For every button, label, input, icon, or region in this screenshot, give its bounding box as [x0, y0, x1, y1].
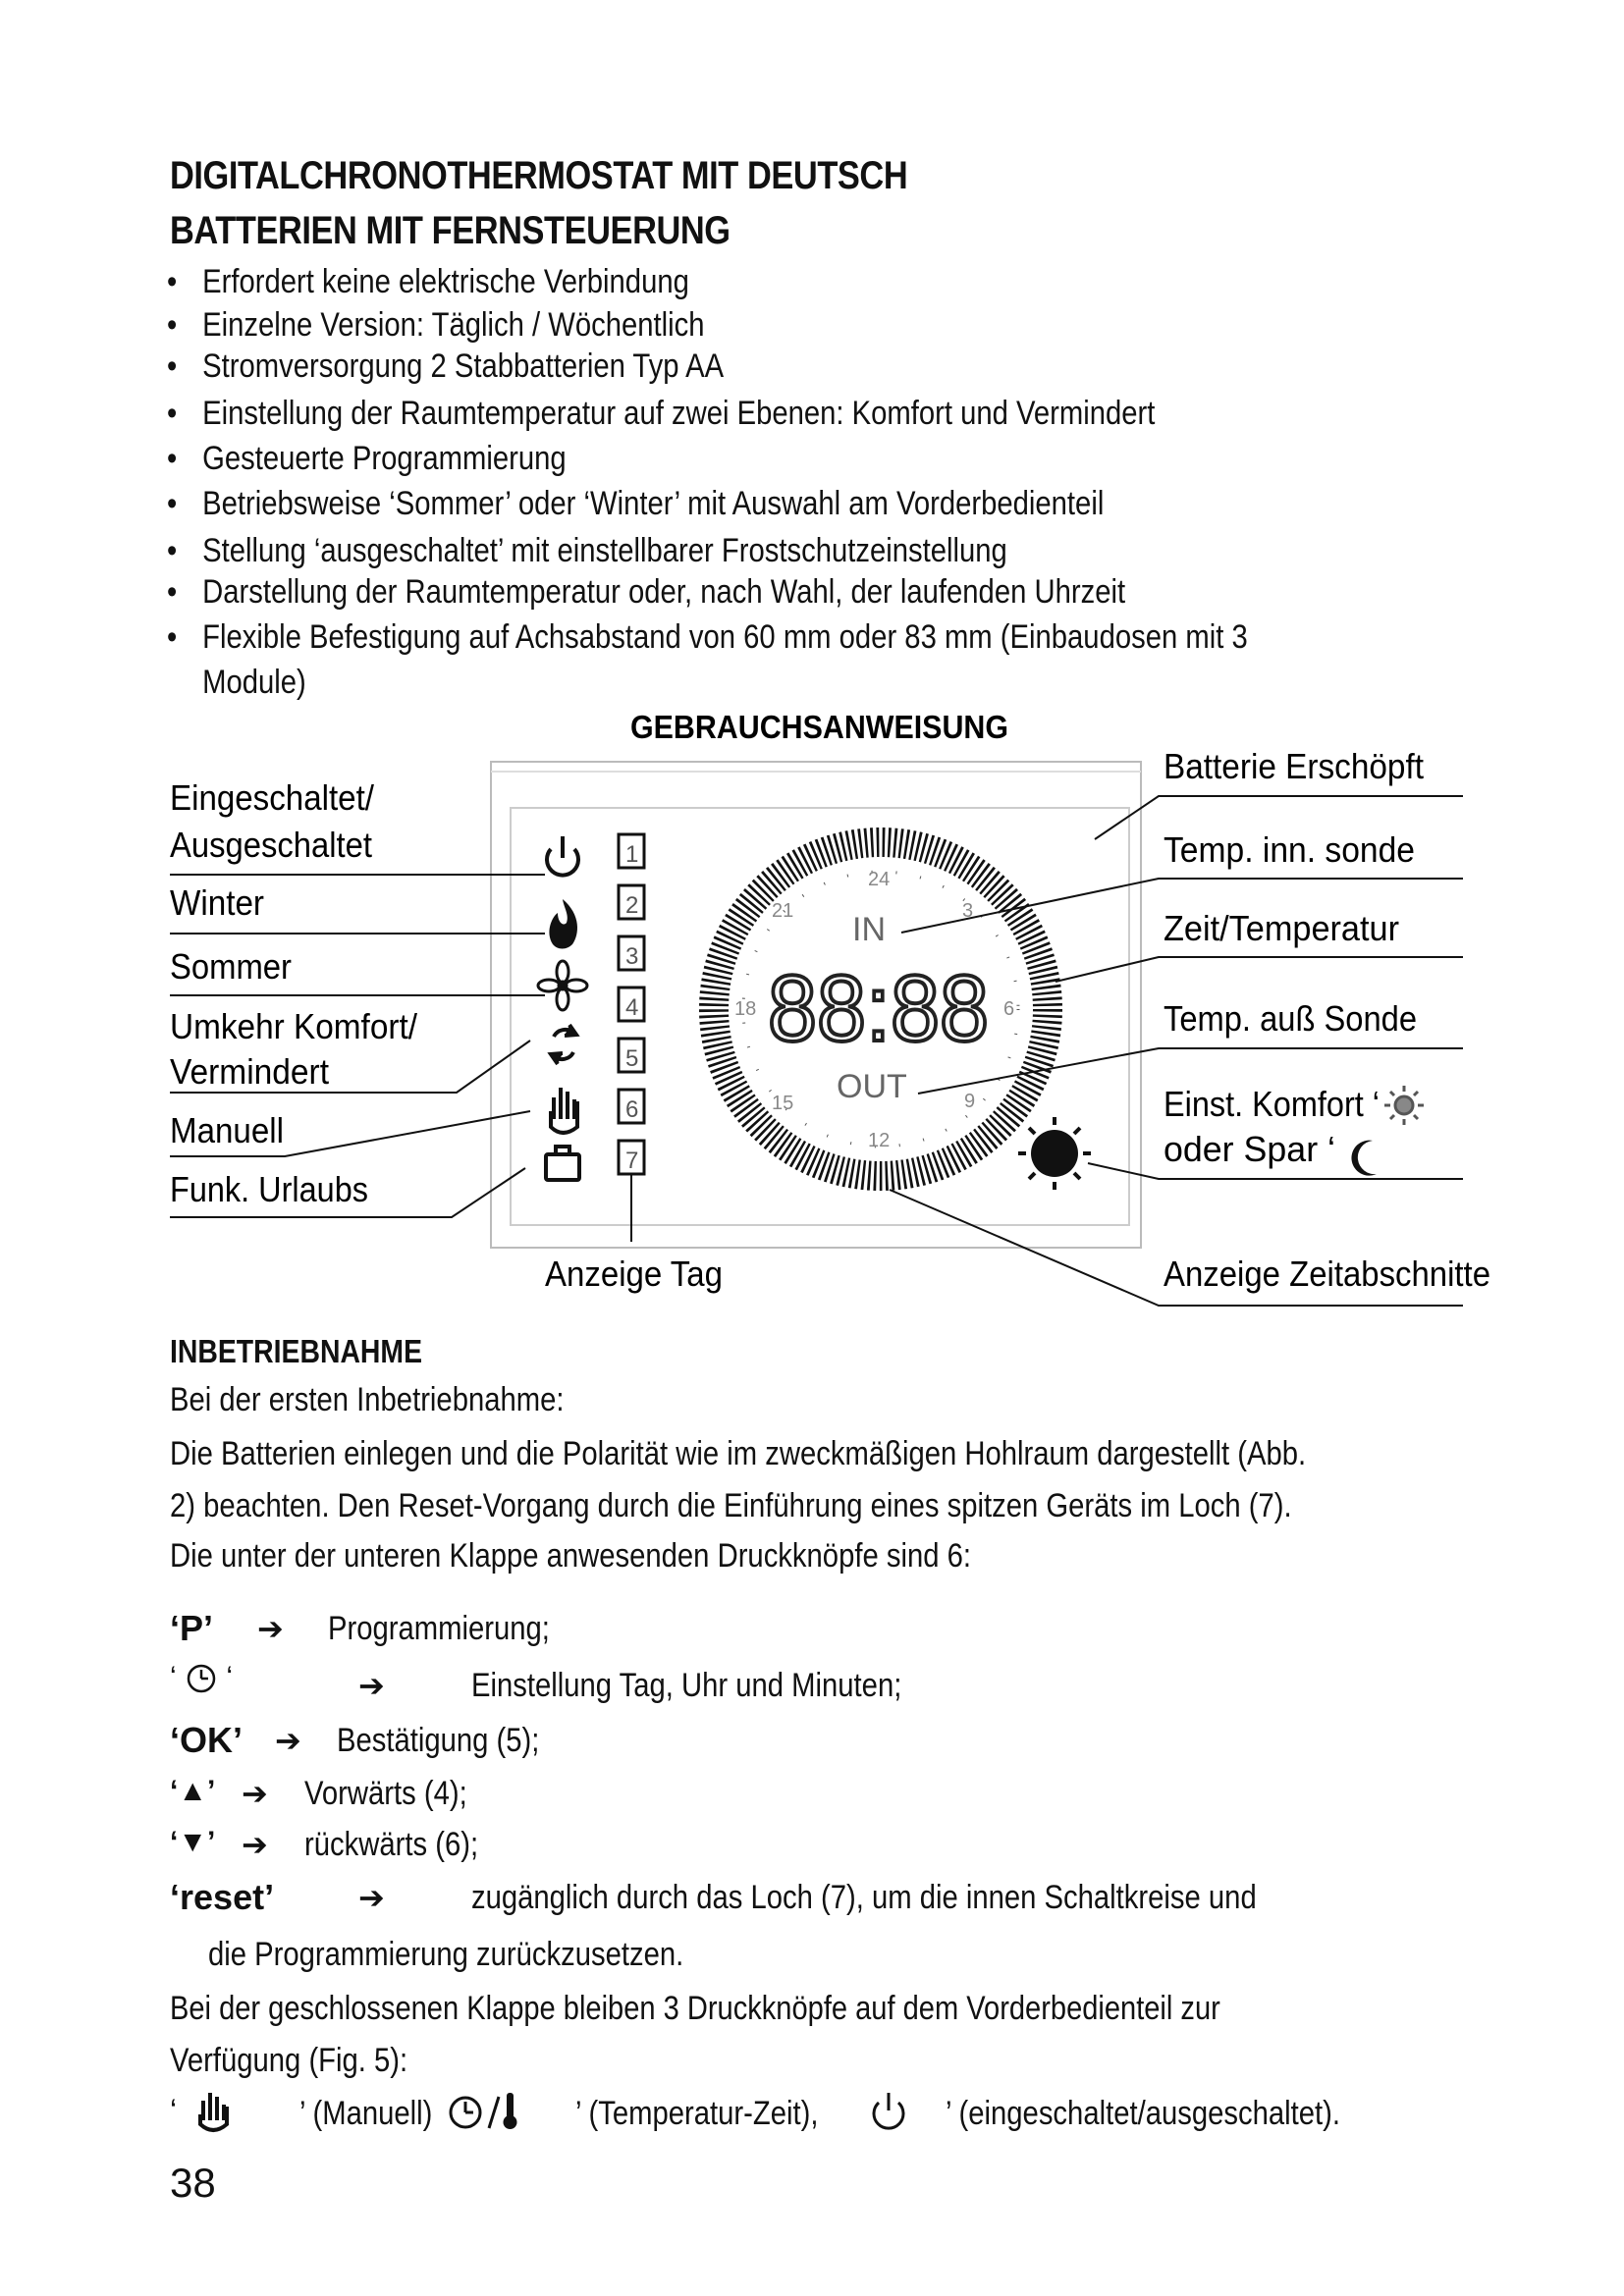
arrow-icon: ➔	[358, 1668, 385, 1703]
label-day-indicator: Anzeige Tag	[545, 1254, 723, 1294]
key-description: Einstellung Tag, Uhr und Minuten;	[471, 1667, 902, 1704]
on-off-button-label: ’ (eingeschaltet/ausgeschaltet).	[946, 2095, 1341, 2132]
key-description: Programmierung;	[328, 1610, 550, 1647]
suitcase-icon	[546, 1147, 579, 1180]
feature-item: • Einstellung der Raumtemperatur auf zwei Ebenen: Komfort und Vermindert	[167, 395, 1156, 432]
temp-time-button-label: ’ (Temperatur-Zeit),	[575, 2095, 819, 2132]
dial-number: 12	[868, 1130, 891, 1151]
arrow-icon: ➔	[275, 1723, 301, 1758]
label-holiday: Funk. Urlaubs	[170, 1169, 368, 1209]
flame-icon	[549, 899, 577, 949]
dial-number: 9	[964, 1091, 976, 1112]
clock-icon	[185, 1662, 218, 1695]
dial-number: 3	[962, 900, 974, 922]
key-ok: OK	[180, 1720, 234, 1760]
day-number: 6	[625, 1096, 639, 1123]
closing-paragraph: Verfügung (Fig. 5):	[170, 2042, 408, 2079]
bullet-icon: •	[167, 395, 178, 432]
feature-item: • Betriebsweise ‘Sommer’ oder ‘Winter’ mit Auswahl am Vorderbedienteil	[167, 485, 1105, 522]
feature-item: • Erfordert keine elektrische Verbindung	[167, 263, 689, 300]
label-winter: Winter	[170, 882, 265, 923]
bullet-icon: •	[167, 573, 178, 611]
key-description: Bestätigung (5);	[337, 1722, 540, 1759]
label-time-temp: Zeit/Temperatur	[1164, 908, 1400, 948]
button-row-ok: ‘OK’	[170, 1720, 244, 1760]
feature-item: • Einzelne Version: Täglich / Wöchentlich	[167, 306, 705, 344]
day-number: 3	[625, 943, 639, 970]
label-temp-in: Temp. inn. sonde	[1164, 829, 1415, 870]
dial-number: 24	[868, 869, 891, 890]
key-up: ▲	[178, 1775, 208, 1807]
section-title: INBETRIEBNAHME	[170, 1333, 423, 1369]
day-number: 5	[625, 1045, 639, 1072]
bullet-icon: •	[167, 440, 178, 477]
page-number: 38	[170, 2160, 216, 2206]
dial-number: 18	[734, 998, 757, 1020]
button-row-reset: ‘reset’	[170, 1877, 275, 1917]
key-description: zugänglich durch das Loch (7), um die innen Schaltkreise und	[471, 1879, 1257, 1916]
manual-button-label: ’ (Manuell)	[299, 2095, 433, 2132]
dial-number: 21	[772, 900, 794, 922]
label-time-periods: Anzeige Zeitabschnitte	[1164, 1254, 1490, 1294]
key-description: die Programmierung zurückzusetzen.	[208, 1936, 684, 1973]
key-down: ▼	[178, 1826, 208, 1858]
heading-line-1: DIGITALCHRONOTHERMOSTAT MIT DEUTSCH	[170, 154, 908, 197]
feature-item: • Stellung ‘ausgeschaltet’ mit einstellbarer Frostschutzeinstellung	[167, 532, 1007, 569]
feature-item: • Gesteuerte Programmierung	[167, 440, 567, 477]
closing-paragraph: Bei der geschlossenen Klappe bleiben 3 Druckknöpfe auf dem Vorderbedienteil zur	[170, 1990, 1220, 2027]
feature-item: • Darstellung der Raumtemperatur oder, nach Wahl, der laufenden Uhrzeit	[167, 573, 1126, 611]
digit-display: 88:88	[768, 956, 989, 1061]
moon-icon	[1351, 1141, 1377, 1176]
comfort-sun-icon	[1384, 1086, 1424, 1125]
label-comfort-1: Umkehr Komfort/	[170, 1006, 417, 1046]
label-on-off-2: Ausgeschaltet	[170, 825, 372, 865]
feature-item: • Stromversorgung 2 Stabbatterien Typ AA	[167, 347, 725, 385]
day-number: 2	[625, 892, 639, 919]
label-battery: Batterie Erschöpft	[1164, 746, 1424, 786]
section-paragraph: 2) beachten. Den Reset-Vorgang durch die Einführung eines spitzen Geräts im Loch (7).	[170, 1487, 1292, 1524]
button-row-p: ‘P’	[170, 1608, 214, 1648]
leader-line	[1056, 957, 1463, 982]
arrow-icon: ➔	[257, 1611, 284, 1646]
key-reset: reset	[180, 1877, 265, 1917]
section-paragraph: Die unter der unteren Klappe anwesenden Druckknöpfe sind 6:	[170, 1537, 972, 1575]
in-indicator: IN	[852, 911, 886, 948]
button-row-up: ‘▲’	[170, 1775, 216, 1807]
button-row-clock: ‘ ‘	[170, 1661, 233, 1695]
arrow-icon: ➔	[358, 1880, 385, 1915]
heading-line-2: BATTERIEN MIT FERNSTEUERUNG	[170, 209, 731, 252]
section-paragraph: Die Batterien einlegen und die Polarität wie im zweckmäßigen Hohlraum dargestellt (Abb.	[170, 1435, 1307, 1472]
label-comfort-2: oder Spar ‘	[1164, 1129, 1335, 1169]
feature-item: • Flexible Befestigung auf Achsabstand von 60 mm oder 83 mm (Einbaudosen mit 3	[167, 618, 1248, 656]
day-number: 1	[625, 841, 639, 868]
label-comfort-1: Einst. Komfort ‘	[1164, 1084, 1380, 1124]
label-summer: Sommer	[170, 946, 292, 987]
day-number: 4	[625, 994, 639, 1021]
diagram-title: GEBRAUCHSANWEISUNG	[630, 709, 1008, 745]
bullet-icon: •	[167, 532, 178, 569]
button-row-down: ‘▼’	[170, 1826, 216, 1858]
power-icon	[867, 2089, 910, 2134]
hand-icon	[195, 2089, 231, 2134]
key-p: P	[180, 1608, 204, 1648]
key-description: Vorwärts (4);	[304, 1775, 467, 1812]
dial-number: 6	[1003, 998, 1015, 1020]
arrow-icon: ➔	[242, 1776, 268, 1811]
label-manual: Manuell	[170, 1110, 284, 1150]
arrow-icon: ➔	[242, 1827, 268, 1862]
swap-icon	[551, 1025, 576, 1064]
bullet-icon: •	[167, 347, 178, 385]
label-on-off-1: Eingeschaltet/	[170, 777, 374, 818]
hand-icon	[551, 1088, 577, 1133]
key-description: rückwärts (6);	[304, 1826, 479, 1863]
label-temp-out: Temp. auß Sonde	[1164, 998, 1417, 1039]
bullet-icon: •	[167, 263, 178, 300]
day-number: 7	[625, 1148, 639, 1174]
feature-item-continuation: Module)	[202, 664, 306, 701]
front-buttons-row: ‘ ’ (Manuell) ’ (Temperatur-Zeit), ’ (eingeschaltet/ausgeschaltet).	[170, 2089, 1446, 2148]
clock-temperature-icon	[448, 2089, 526, 2134]
time-dial	[714, 842, 1048, 1176]
dial-number: 15	[772, 1093, 794, 1114]
bullet-icon: •	[167, 618, 178, 656]
power-icon	[547, 836, 578, 876]
bullet-icon: •	[167, 485, 178, 522]
fan-icon	[538, 961, 587, 1010]
sun-icon	[1018, 1117, 1091, 1190]
day-boxes	[619, 834, 644, 1174]
bullet-icon: •	[167, 306, 178, 344]
section-paragraph: Bei der ersten Inbetriebnahme:	[170, 1381, 565, 1418]
label-comfort-2: Vermindert	[170, 1051, 329, 1092]
out-indicator: OUT	[837, 1068, 907, 1105]
